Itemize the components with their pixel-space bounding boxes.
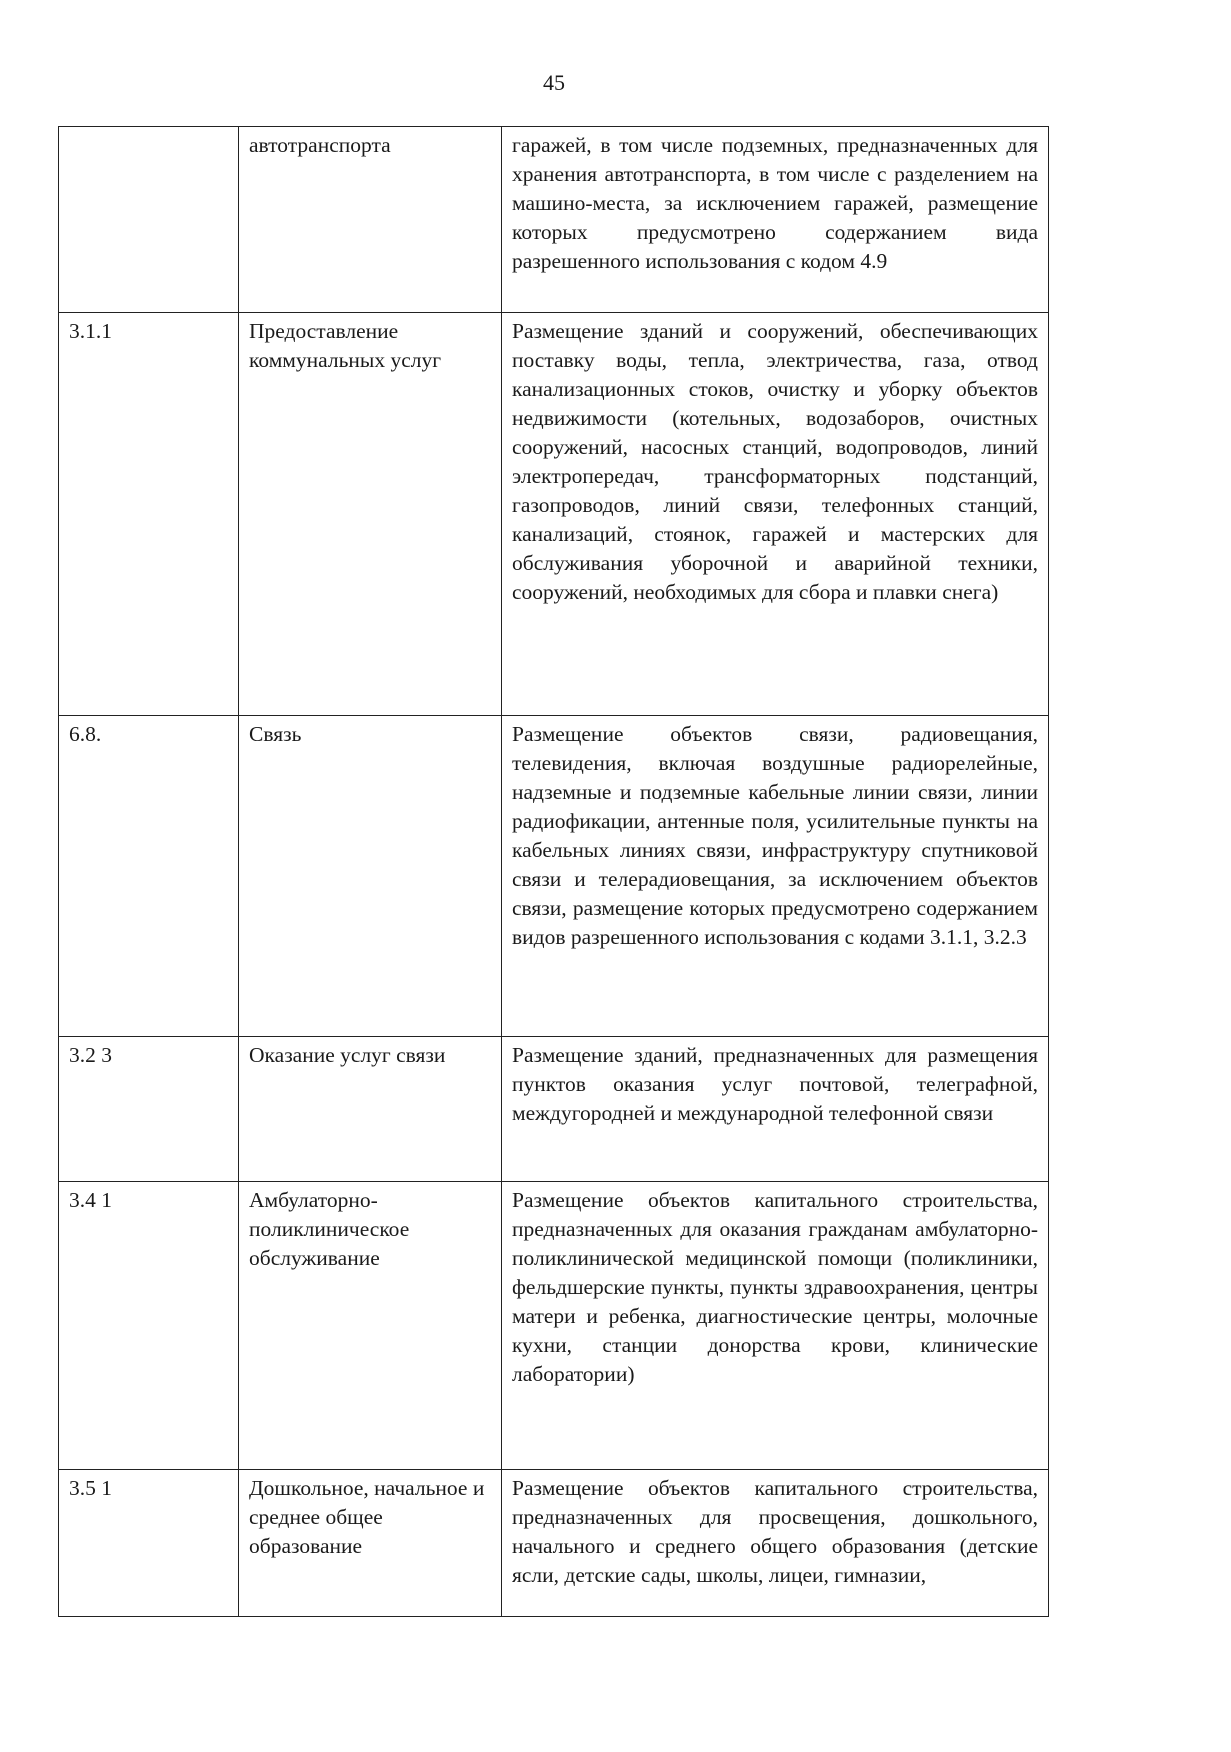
table-row xyxy=(59,1182,1049,1470)
table-row xyxy=(59,1037,1049,1182)
row-description: гаражей, в том числе подземных, предназначенных для хранения автотранспорта, в том числе с разделением на машино-места, за исключением гаражей, размещение которых предусмотрено содержанием вида разрешенного использования с кодом 4.9 xyxy=(502,127,1049,313)
row-description: Размещение объектов связи, радиовещания, телевидения, включая воздушные радиорелейные, надземные и подземные кабельные линии связи, линии радиофикации, антенные поля, усилительные пункты на кабельных линиях связи, инфраструктуру спутниковой связи и телерадиовещания, за исключением объектов связи, размещение которых предусмотрено содержанием видов разрешенного использования с кодами 3.1.1, 3.2.3 xyxy=(502,716,1049,1037)
row-code: 3.1.1 xyxy=(59,313,239,716)
row-description: Размещение объектов капитального строительства, предназначенных для просвещения, дошкольного, начального и среднего общего образования (детские ясли, детские сады, школы, лицеи, гимназии, xyxy=(502,1470,1049,1617)
row-code xyxy=(59,127,239,313)
table-row xyxy=(59,1470,1049,1617)
row-name: Дошкольное, начальное и среднее общее образование xyxy=(239,1470,502,1617)
row-code: 3.2 3 xyxy=(59,1037,239,1182)
row-name: Амбулаторно-поликлиническое обслуживание xyxy=(239,1182,502,1470)
row-code: 3.4 1 xyxy=(59,1182,239,1470)
row-code: 6.8. xyxy=(59,716,239,1037)
table-row xyxy=(59,127,1049,313)
table-row xyxy=(59,313,1049,716)
land-use-table xyxy=(58,126,1049,1617)
row-code: 3.5 1 xyxy=(59,1470,239,1617)
row-name: автотранспорта xyxy=(239,127,502,313)
table-row xyxy=(59,716,1049,1037)
row-name: Связь xyxy=(239,716,502,1037)
row-name: Оказание услуг связи xyxy=(239,1037,502,1182)
row-description: Размещение зданий и сооружений, обеспечивающих поставку воды, тепла, электричества, газа, отвод канализационных стоков, очистку и уборку объектов недвижимости (котельных, водозаборов, очистных сооружений, насосных станций, водопроводов, линий электропередач, трансформаторных подстанций, газопроводов, линий связи, телефонных станций, канализаций, стоянок, гаражей и мастерских для обслуживания уборочной и аварийной техники, сооружений, необходимых для сбора и плавки снега) xyxy=(502,313,1049,716)
row-name: Предоставление коммунальных услуг xyxy=(239,313,502,716)
page-number: 45 xyxy=(543,70,565,95)
row-description: Размещение зданий, предназначенных для размещения пунктов оказания услуг почтовой, телеграфной, междугородней и международной телефонной связи xyxy=(502,1037,1049,1182)
row-description: Размещение объектов капитального строительства, предназначенных для оказания гражданам амбулаторно-поликлинической медицинской помощи (поликлиники, фельдшерские пункты, пункты здравоохранения, центры матери и ребенка, диагностические центры, молочные кухни, станции донорства крови, клинические лаборатории) xyxy=(502,1182,1049,1470)
